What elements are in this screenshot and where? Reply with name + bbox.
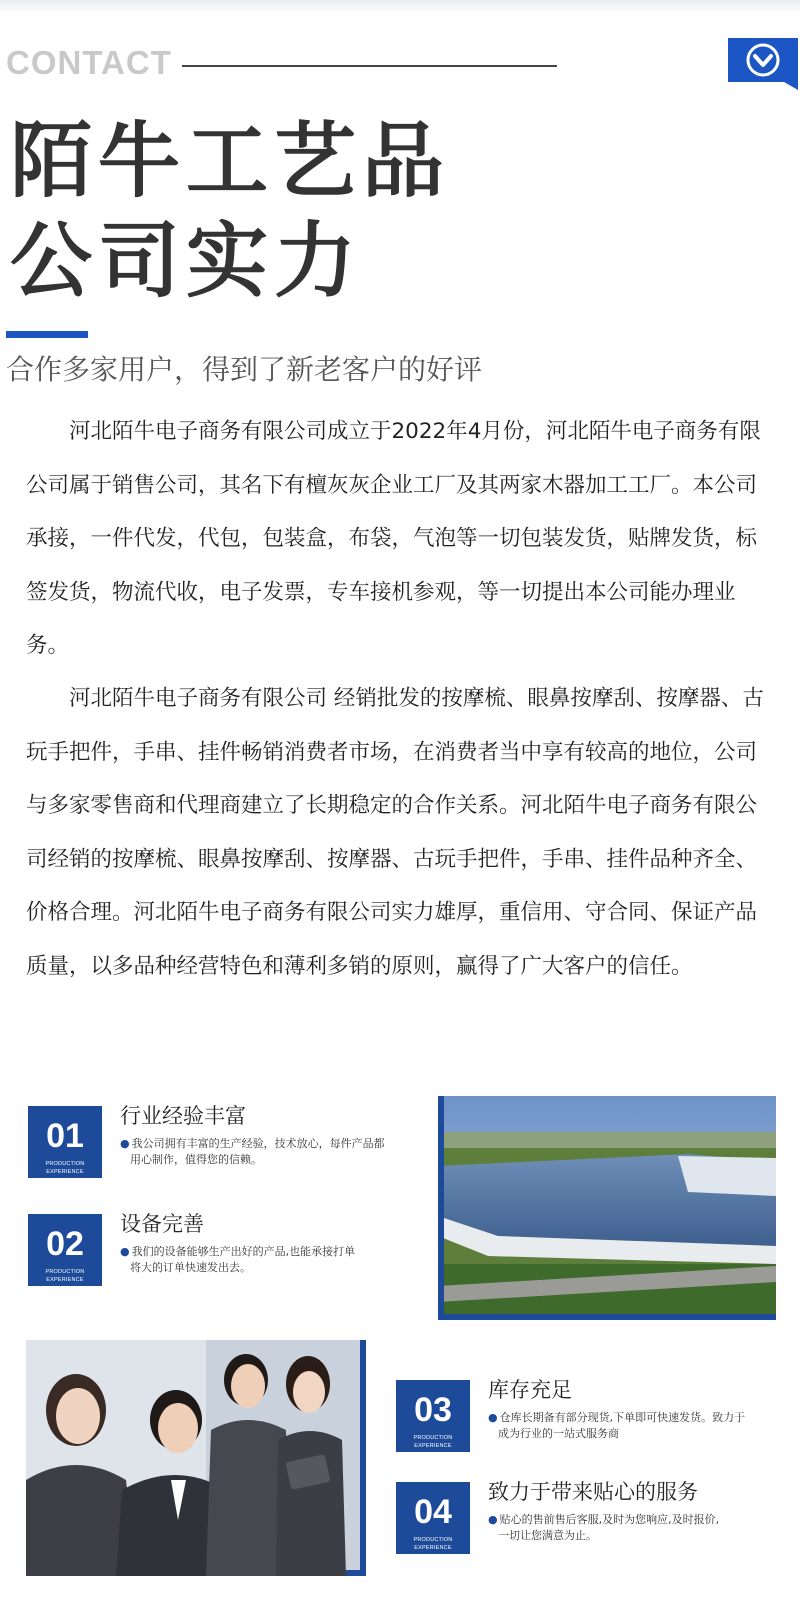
top-strip: [0, 0, 800, 14]
customer-service-team-photo: [26, 1340, 366, 1576]
feature-title: 致力于带来贴心的服务: [488, 1480, 698, 1504]
feature-description: [120, 1244, 355, 1276]
title-accent-bar: [6, 331, 88, 338]
feature-number-caption: PRODUCTION EXPERIENCE: [45, 1161, 85, 1175]
intro-paragraph-2: 河北陌牛电子商务有限公司 经销批发的按摩梳、眼鼻按摩刮、按摩器、古玩手把件，手串、挂件畅销消费者市场，在消费者当中享有较高的地位，公司与多家零售商和代理商建立了长期稳定的合作关系。河北陌牛电子商务有限公司经销的按摩梳、眼鼻按摩刮、按摩器、古玩手把件，手串、挂件品种齐全、价格合理。河北陌牛电子商务有限公司实力雄厚，重信用、守合同、保证产品质量，以多品种经营特色和薄利多销的原则，赢得了广大客户的信任。: [26, 686, 764, 979]
feature-number-box: [28, 1214, 102, 1286]
feature-description: [120, 1136, 385, 1168]
page-subtitle: 合作多家用户，得到了新老客户的好评: [6, 353, 483, 386]
feature-number-box: [396, 1482, 470, 1554]
title-line-2: 公司实力: [10, 214, 363, 309]
feature-title: 行业经验丰富: [120, 1104, 246, 1128]
feature-number-box: [396, 1380, 470, 1452]
feature-number: 04: [414, 1493, 452, 1531]
feature-title: 设备完善: [120, 1212, 204, 1236]
bullet-dot-icon: ●: [120, 1137, 130, 1150]
feature-number: 02: [46, 1225, 84, 1263]
feature-number-caption: PRODUCTION EXPERIENCE: [413, 1537, 453, 1551]
feature-desc-line: 成为行业的一站式服务商: [498, 1427, 619, 1440]
feature-desc-line: 将大的订单快速发出去。: [130, 1261, 251, 1274]
factory-aerial-photo: [438, 1096, 776, 1320]
feature-number-caption: PRODUCTION EXPERIENCE: [413, 1435, 453, 1449]
feature-desc-line: 我们的设备能够生产出好的产品,也能承接打单: [131, 1245, 356, 1258]
feature-number: 01: [46, 1117, 84, 1155]
intro-paragraph-1: 河北陌牛电子商务有限公司成立于2022年4月份，河北陌牛电子商务有限公司属于销售公司，其名下有檀灰灰企业工厂及其两家木器加工工厂。本公司承接，一件代发，代包，包装盒，布袋，气泡等一切包装发货，贴牌发货，标签发货，物流代收，电子发票，专车接机参观，等一切提出本公司能办理业务。: [26, 419, 761, 659]
feature-title: 库存充足: [488, 1378, 572, 1402]
bullet-dot-icon: ●: [488, 1513, 498, 1526]
feature-desc-line: 贴心的售前售后客服,及时为您响应,及时报价,: [499, 1513, 720, 1526]
title-line-1: 陌牛工艺品: [10, 114, 451, 209]
feature-desc-line: 一切让您满意为止。: [498, 1529, 597, 1542]
feature-desc-line: 仓库长期备有部分现货,下单即可快速发货。致力于: [499, 1411, 746, 1424]
feature-number-box: [28, 1106, 102, 1178]
contact-divider: [182, 65, 557, 67]
feature-description: [488, 1410, 745, 1442]
contact-label: CONTACT: [6, 44, 172, 81]
bullet-dot-icon: ●: [488, 1411, 498, 1424]
page-title: [10, 112, 450, 312]
bullet-dot-icon: ●: [120, 1245, 130, 1258]
feature-desc-line: 我公司拥有丰富的生产经验，技术放心，每件产品都: [131, 1137, 385, 1150]
feature-description: [488, 1512, 719, 1544]
feature-number: 03: [414, 1391, 452, 1429]
feature-number-caption: PRODUCTION EXPERIENCE: [45, 1269, 85, 1283]
chevron-down-circle-icon: [728, 38, 798, 90]
feature-desc-line: 用心制作，值得您的信赖。: [130, 1153, 262, 1166]
